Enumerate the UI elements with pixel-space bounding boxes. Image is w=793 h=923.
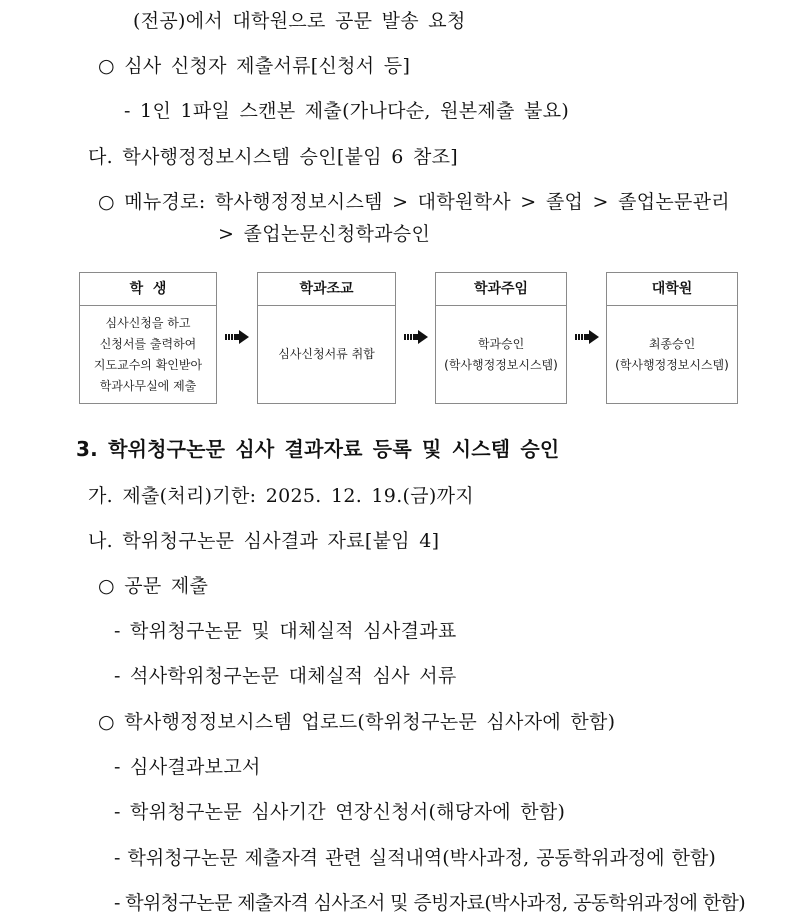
flow-box-title: 학과주임 (436, 273, 566, 306)
text-line-menu-path-cont: > 졸업논문신청학과승인 (218, 223, 431, 245)
text-line-system-approval: 다. 학사행정정보시스템 승인[붙임 6 참조] (88, 146, 458, 168)
flow-box-body (607, 306, 737, 403)
text-line-menu-path: ○ 메뉴경로: 학사행정정보시스템 > 대학원학사 > 졸업 > 졸업논문관리 (98, 191, 730, 213)
text-line-upload-item: - 학위청구논문 제출자격 심사조서 및 증빙자료(박사과정, 공동학위과정에 한함) (114, 892, 746, 914)
flow-box-line: 학과승인 (477, 336, 525, 351)
flow-box-line: 지도교수의 확인받아 (93, 357, 203, 372)
text-line-official-item: - 석사학위청구논문 대체실적 심사 서류 (114, 665, 457, 687)
text-line-official-submission: ○ 공문 제출 (98, 575, 209, 597)
flow-box-dept-assistant (257, 272, 396, 404)
flow-box-line: (학사행정정보시스템) (615, 357, 729, 372)
text-line-result-materials: 나. 학위청구논문 심사결과 자료[붙임 4] (88, 530, 440, 552)
flow-box-student (79, 272, 217, 404)
flow-box-title: 학 생 (80, 273, 216, 306)
flow-box-graduate-school (606, 272, 738, 404)
flow-box-line: 학과사무실에 제출 (99, 378, 197, 393)
flow-box-dept-head (435, 272, 567, 404)
text-line-scan-file: - 1인 1파일 스캔본 제출(가나다순, 원본제출 불요) (124, 100, 570, 122)
flow-box-line: 심사신청을 하고 (105, 315, 191, 330)
flow-box-body (80, 306, 216, 403)
flow-box-title: 학과조교 (258, 273, 395, 306)
text-line-request: (전공)에서 대학원으로 공문 발송 요청 (133, 10, 466, 32)
flow-box-line: 최종승인 (648, 336, 696, 351)
text-line-official-item: - 학위청구논문 및 대체실적 심사결과표 (114, 620, 457, 642)
flow-box-line: (학사행정정보시스템) (444, 357, 558, 372)
flow-box-body (436, 306, 566, 403)
text-line-deadline: 가. 제출(처리)기한: 2025. 12. 19.(금)까지 (88, 485, 474, 507)
flow-box-body (258, 306, 395, 403)
section-3-heading: 3. 학위청구논문 심사 결과자료 등록 및 시스템 승인 (76, 437, 560, 461)
text-line-upload-item: - 학위청구논문 제출자격 관련 실적내역(박사과정, 공동학위과정에 한함) (114, 847, 716, 869)
text-line-applicant-docs: ○ 심사 신청자 제출서류[신청서 등] (98, 55, 411, 77)
flow-box-title: 대학원 (607, 273, 737, 306)
flow-arrow-icon (404, 330, 428, 344)
text-line-upload-item: - 심사결과보고서 (114, 756, 261, 778)
flow-arrow-icon (225, 330, 249, 344)
flow-arrow-icon (575, 330, 599, 344)
text-line-system-upload: ○ 학사행정정보시스템 업로드(학위청구논문 심사자에 한함) (98, 711, 616, 733)
flow-box-line: 신청서를 출력하여 (99, 336, 197, 351)
flow-box-line: 심사신청서류 취합 (278, 347, 375, 361)
text-line-upload-item: - 학위청구논문 심사기간 연장신청서(해당자에 한함) (114, 801, 566, 823)
